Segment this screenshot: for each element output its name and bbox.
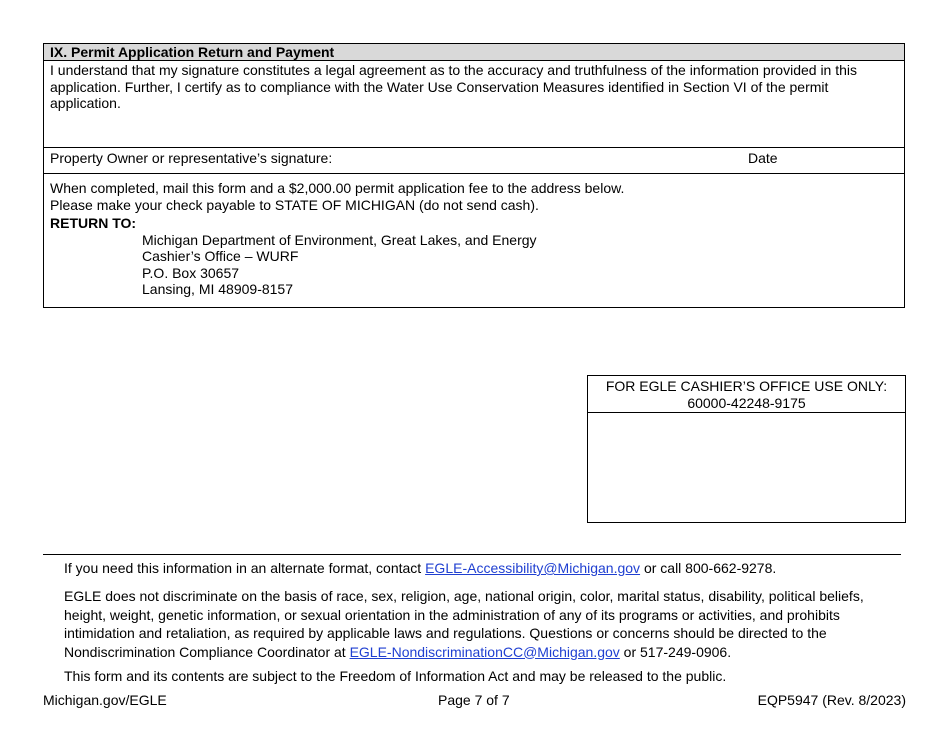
nondiscrimination-text: EGLE does not discriminate on the basis of race, sex, religion, age, national origin, color, marital status, disability, political beliefs, height, weight, genetic information, or sexual orientation in the administration of any of its programs or activities, and prohibits intimidation and retaliation, as required by applicable laws and regulations. Questions or concerns should be directed to the Nondiscrimination Compliance Coordinator at (64, 588, 864, 660)
accessibility-suffix: or call 800-662-9278. (640, 560, 777, 576)
footer-form-number: EQP5947 (Rev. 8/2023) (757, 692, 906, 708)
cashier-box-code: 60000-42248-9175 (687, 394, 806, 411)
cashier-use-box (587, 375, 906, 523)
footer-divider (43, 554, 901, 555)
cashier-box-heading: FOR EGLE CASHIER’S OFFICE USE ONLY: (605, 378, 888, 394)
section-title: IX. Permit Application Return and Payment (44, 44, 904, 61)
return-to-label: RETURN TO: (50, 215, 137, 231)
footer-website: Michigan.gov/EGLE (43, 692, 167, 708)
permit-return-section (43, 43, 905, 308)
foia-notice: This form and its contents are subject to the Freedom of Information Act and may be released to the public. (64, 668, 727, 684)
address-line: Michigan Department of Environment, Great Lakes, and Energy (142, 231, 537, 248)
signature-label: Property Owner or representative’s signature: (50, 150, 333, 166)
mail-instruction-fee: When completed, mail this form and a $2,000.00 permit application fee to the address below. (50, 180, 625, 196)
certification-text: I understand that my signature constitutes a legal agreement as to the accuracy and truthfulness of the information provided in this application. Further, I certify as to compliance with the Water Use Conservation Measures identified in Section VI of the permit application. (50, 62, 858, 111)
date-label: Date (748, 150, 778, 166)
accessibility-notice (64, 560, 904, 577)
mail-instruction-check: Please make your check payable to STATE OF MICHIGAN (do not send cash). (50, 196, 539, 213)
accessibility-prefix: If you need this information in an alternate format, contact (64, 560, 426, 576)
nondiscrimination-suffix: or 517-249-0906. (619, 643, 732, 660)
nondiscrimination-email-link[interactable]: EGLE-NondiscriminationCC@Michigan.gov (349, 643, 620, 660)
address-line: Lansing, MI 48909-8157 (142, 281, 293, 297)
signature-row[interactable] (44, 147, 904, 173)
footer-page-number: Page 7 of 7 (438, 692, 510, 708)
mailing-instructions (44, 173, 904, 307)
address-line: P.O. Box 30657 (142, 264, 240, 281)
address-line: Cashier’s Office – WURF (142, 248, 299, 264)
nondiscrimination-notice (64, 587, 909, 661)
return-address (50, 232, 898, 298)
cashier-box-header (588, 376, 905, 413)
accessibility-email-link[interactable]: EGLE-Accessibility@Michigan.gov (425, 560, 641, 576)
